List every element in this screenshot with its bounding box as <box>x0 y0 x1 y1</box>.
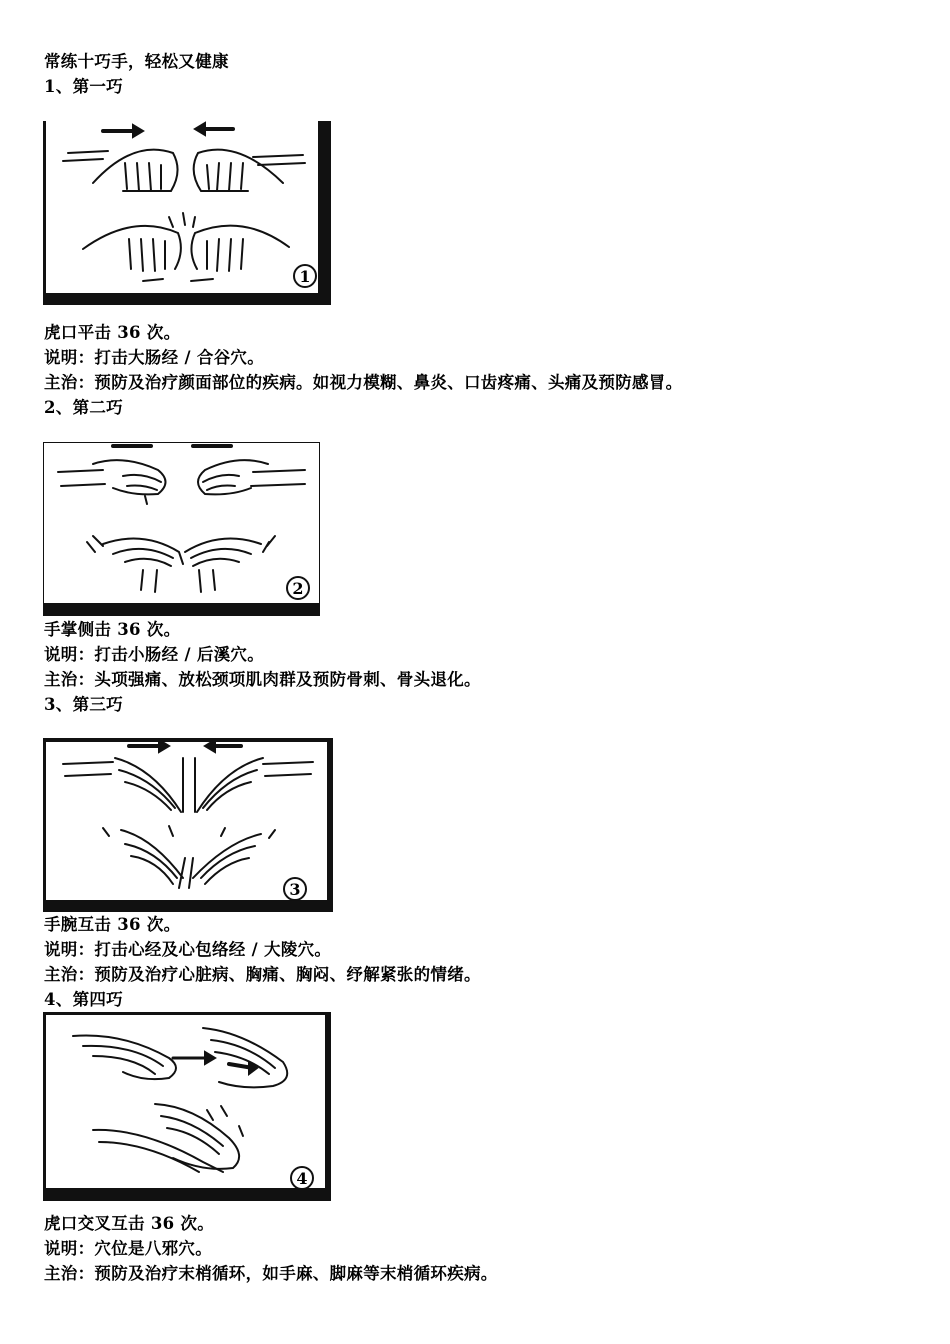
section-4-line-3: 主治：预防及治疗末梢循环，如手麻、脚麻等末梢循环疾病。 <box>44 1264 498 1283</box>
figure-number: 3 <box>289 880 301 899</box>
section-heading-4: 4、第四巧 <box>44 990 123 1009</box>
illustration-3 <box>43 738 333 912</box>
figure-number: 2 <box>292 579 304 598</box>
section-1-line-3: 主治：预防及治疗颜面部位的疾病。如视力模糊、鼻炎、口齿疼痛、头痛及预防感冒。 <box>44 373 683 392</box>
section-2-line-1: 手掌侧击 36 次。 <box>44 620 181 639</box>
section-3-line-1: 手腕互击 36 次。 <box>44 915 181 934</box>
section-1-line-1: 虎口平击 36 次。 <box>44 323 181 342</box>
section-4-line-1: 虎口交叉互击 36 次。 <box>44 1214 215 1233</box>
illustration-1 <box>43 121 331 305</box>
illustration-4 <box>43 1012 331 1201</box>
section-heading-3: 3、第三巧 <box>44 695 123 714</box>
section-3-line-3: 主治：预防及治疗心脏病、胸痛、胸闷、纾解紧张的情绪。 <box>44 965 481 984</box>
section-2-line-3: 主治：头项强痛、放松颈项肌肉群及预防骨刺、骨头退化。 <box>44 670 481 689</box>
section-2-line-2: 说明：打击小肠经 / 后溪穴。 <box>44 645 265 664</box>
figure-number: 1 <box>299 267 311 286</box>
page-title: 常练十巧手，轻松又健康 <box>44 52 229 71</box>
section-heading-2: 2、第二巧 <box>44 398 123 417</box>
section-heading-1: 1、第一巧 <box>44 77 123 96</box>
illustration-2 <box>43 442 320 616</box>
figure-number: 4 <box>296 1169 308 1188</box>
section-1-line-2: 说明：打击大肠经 / 合谷穴。 <box>44 348 265 367</box>
section-3-line-2: 说明：打击心经及心包络经 / 大陵穴。 <box>44 940 332 959</box>
section-4-line-2: 说明：穴位是八邪穴。 <box>44 1239 212 1258</box>
